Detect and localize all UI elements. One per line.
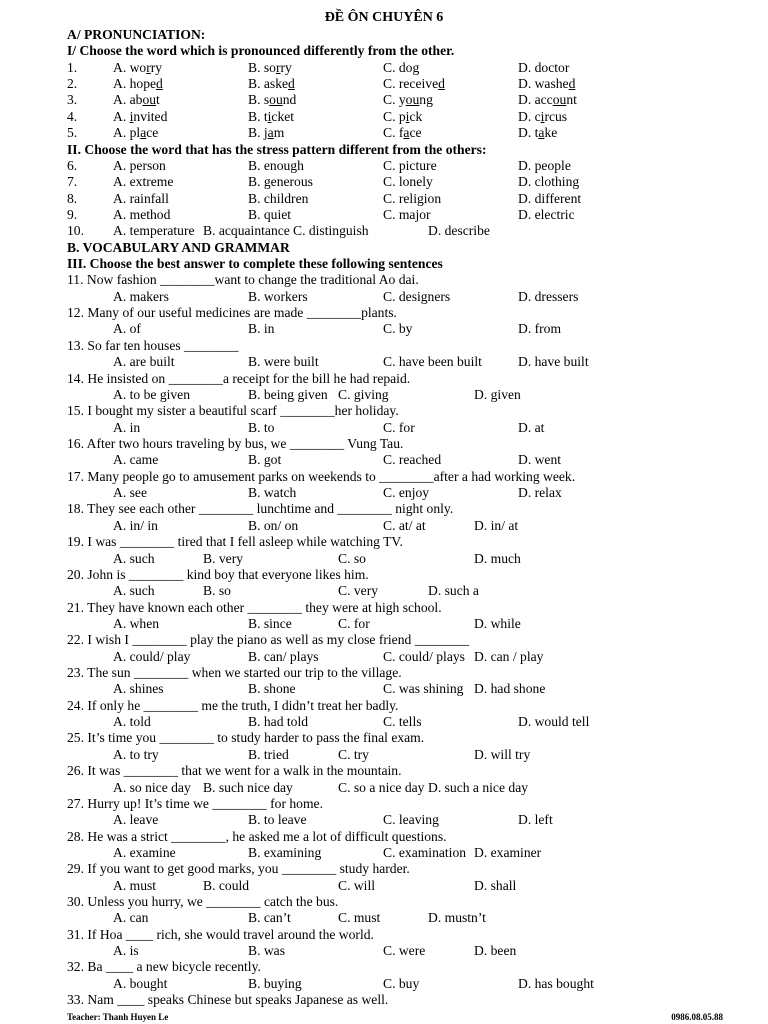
option: C. designers: [383, 288, 451, 304]
question-text: 27. Hurry up! It’s time we ________ for home.: [67, 795, 323, 811]
option: B. shone: [248, 681, 296, 697]
option: [518, 125, 557, 141]
answer-options: [67, 845, 747, 861]
part-heading: I/ Choose the word which is pronounced differently from the other.: [67, 43, 455, 59]
option: [383, 60, 419, 76]
option-prefix: D. washe: [518, 76, 569, 92]
option: B. tried: [248, 746, 289, 762]
option: B. quiet: [248, 206, 292, 222]
option: C. by: [383, 321, 413, 337]
question-row: [67, 92, 747, 108]
underlined-letters: ou: [405, 92, 420, 108]
option: B. examining: [248, 844, 322, 860]
option: [518, 76, 575, 92]
question-row: [67, 158, 747, 174]
option: A. shines: [113, 681, 164, 697]
answer-options: [67, 812, 747, 828]
question-number: 2.: [67, 76, 78, 92]
question-text: 15. I bought my sister a beautiful scarf ________her holiday.: [67, 403, 399, 419]
option: [113, 60, 162, 76]
part-heading: II. Choose the word that has the stress pattern different from the others:: [67, 141, 487, 157]
option: [383, 92, 433, 108]
option: C. major: [383, 206, 431, 222]
option: A. temperature: [113, 223, 195, 239]
question-text: 22. I wish I ________ play the piano as well as my close friend ________: [67, 632, 470, 648]
option: C. for: [383, 419, 415, 435]
question-text: 24. If only he ________ me the truth, I didn’t treat her badly.: [67, 697, 399, 713]
option-prefix: D. doctor: [518, 59, 570, 75]
option: C. giving: [338, 386, 389, 402]
underlined-letters: i: [129, 108, 134, 124]
footer: [67, 1011, 723, 1023]
answer-options: [67, 681, 747, 697]
option: A. makers: [113, 288, 169, 304]
option: B. workers: [248, 288, 308, 304]
option: B. acquaintance: [203, 223, 290, 239]
question-text: 12. Many of our useful medicines are made ________plants.: [67, 305, 397, 321]
answer-options: [67, 387, 747, 403]
option: D. mustn’t: [428, 910, 486, 926]
option: B. to: [248, 419, 275, 435]
question-row: [67, 109, 747, 125]
question-text: 17. Many people go to amusement parks on weekends to ________after a had working week.: [67, 468, 576, 484]
option: A. person: [113, 157, 166, 173]
option: C. at/ at: [383, 517, 426, 533]
question-text: 20. John is ________ kind boy that everyone likes him.: [67, 566, 369, 582]
option: B. can’t: [248, 910, 291, 926]
option: C. lonely: [383, 174, 433, 190]
underlined-letters: a: [140, 125, 147, 141]
option: B. was: [248, 943, 286, 959]
option: C. could/ plays: [383, 648, 465, 664]
option: C. so a nice day: [338, 779, 425, 795]
phone-number: 0986.08.05.88: [671, 1012, 723, 1022]
option: B. such nice day: [203, 779, 293, 795]
option: C. will: [338, 877, 376, 893]
option-prefix: D. acc: [518, 92, 553, 108]
option: C. tells: [383, 714, 422, 730]
option: [113, 109, 167, 125]
option: [383, 76, 445, 92]
option-suffix: ry: [150, 59, 163, 75]
option: B. since: [248, 615, 292, 631]
option: [113, 76, 163, 92]
option: C. examination: [383, 844, 467, 860]
option: B. on/ on: [248, 517, 299, 533]
answer-options: [67, 878, 747, 894]
option: C. enjoy: [383, 485, 430, 501]
option-prefix: B. t: [248, 108, 268, 124]
option-prefix: A.: [113, 108, 130, 124]
section-heading: A/ PRONUNCIATION:: [67, 27, 206, 42]
question-row: [67, 60, 747, 76]
option: D. clothing: [518, 174, 580, 190]
option: C. have been built: [383, 354, 482, 370]
underlined-letters: d: [438, 76, 445, 92]
option: A. are built: [113, 354, 175, 370]
option: D. given: [474, 386, 521, 402]
answer-options: [67, 420, 747, 436]
option: C. leaving: [383, 812, 439, 828]
underlined-letters: i: [405, 108, 410, 124]
underlined-letters: d: [568, 76, 576, 92]
option-prefix: B. j: [248, 125, 268, 141]
option: A. leave: [113, 812, 159, 828]
option-suffix: cket: [271, 108, 295, 124]
option-suffix: ce: [146, 125, 159, 141]
option-suffix: ry: [280, 59, 292, 75]
option: A. in: [113, 419, 141, 435]
answer-options: [67, 910, 747, 926]
question-number: 1.: [67, 59, 78, 75]
option: [383, 125, 422, 141]
question-number: 4.: [67, 108, 78, 124]
option: B. very: [203, 550, 244, 566]
option-prefix: D. c: [518, 108, 541, 124]
answer-options: [67, 452, 747, 468]
option: [248, 109, 294, 125]
option: A. examine: [113, 844, 176, 860]
option: D. dressers: [518, 288, 579, 304]
option: D. such a: [428, 583, 479, 599]
option: [248, 76, 295, 92]
underlined-letters: ou: [552, 92, 567, 108]
option: D. at: [518, 419, 545, 435]
underlined-letters: a: [267, 125, 274, 141]
underlined-letters: a: [538, 125, 545, 141]
question-number: 8.: [67, 190, 78, 206]
option: D. shall: [474, 877, 517, 893]
option: A. to be given: [113, 386, 191, 402]
option: B. enough: [248, 157, 304, 173]
part-heading: III. Choose the best answer to complete these following sentences: [67, 256, 443, 272]
underlined-letters: ou: [142, 92, 157, 108]
option: C. reached: [383, 452, 442, 468]
option: A. in/ in: [113, 517, 158, 533]
option: C. try: [338, 746, 369, 762]
question-text: 21. They have known each other ________ they were at high school.: [67, 599, 442, 615]
option-prefix: A. pl: [113, 125, 141, 141]
option: A. came: [113, 452, 159, 468]
option: A. can: [113, 910, 149, 926]
question-text: 11. Now fashion ________want to change the traditional Ao dai.: [67, 272, 419, 288]
option-suffix: ce: [409, 125, 422, 141]
option-suffix: ck: [409, 108, 423, 124]
option: D. been: [474, 943, 517, 959]
underlined-letters: i: [540, 108, 545, 124]
option: A. of: [113, 321, 141, 337]
option-prefix: C. p: [383, 108, 406, 124]
option: D. electric: [518, 206, 575, 222]
option: B. got: [248, 452, 282, 468]
question-row: [67, 174, 747, 190]
question-text: 32. Ba ____ a new bicycle recently.: [67, 959, 261, 975]
option: D. much: [474, 550, 521, 566]
option: A. bought: [113, 975, 168, 991]
option: D. left: [518, 812, 553, 828]
option-suffix: m: [273, 125, 285, 141]
option: [113, 92, 160, 108]
option: [518, 92, 577, 108]
option: B. generous: [248, 174, 313, 190]
answer-options: [67, 485, 747, 501]
question-text: 23. The sun ________ when we started our trip to the village.: [67, 665, 402, 681]
option-suffix: ng: [419, 92, 433, 108]
option: B. so: [203, 583, 231, 599]
question-text: 19. I was ________ tired that I fell asleep while watching TV.: [67, 534, 403, 550]
page-title: ĐỀ ÔN CHUYÊN 6: [324, 10, 444, 25]
question-text: 14. He insisted on ________a receipt for the bill he had repaid.: [67, 370, 411, 386]
option: A. is: [113, 943, 139, 959]
option-prefix: C. f: [383, 125, 404, 141]
option: A. when: [113, 615, 160, 631]
underlined-letters: r: [146, 59, 151, 75]
option: D. can / play: [474, 648, 544, 664]
question-row: [67, 207, 747, 223]
option: D. from: [518, 321, 562, 337]
question-number: 10.: [67, 223, 84, 239]
question-text: 28. He was a strict ________, he asked me a lot of difficult questions.: [67, 828, 447, 844]
option: D. people: [518, 157, 571, 173]
underlined-letters: d: [156, 76, 163, 92]
option: C. was shining: [383, 681, 464, 697]
option: A. so nice day: [113, 779, 191, 795]
option: B. being given: [248, 386, 328, 402]
option-prefix: D. t: [518, 125, 539, 141]
underlined-letters: i: [267, 108, 272, 124]
section-heading: B. VOCABULARY AND GRAMMAR: [67, 239, 290, 255]
option: B. in: [248, 321, 275, 337]
option-prefix: A. hope: [113, 76, 157, 92]
option: [248, 60, 292, 76]
worksheet-body: [67, 27, 747, 1009]
option: C. religion: [383, 190, 442, 206]
option: D. will try: [474, 746, 531, 762]
option-prefix: A. ab: [113, 92, 143, 108]
option-prefix: C. y: [383, 92, 406, 108]
option: D. would tell: [518, 714, 590, 730]
option: [248, 125, 284, 141]
question-text: 29. If you want to get good marks, you ________ study harder.: [67, 861, 410, 877]
option-suffix: ke: [544, 125, 558, 141]
option: [113, 125, 158, 141]
option: D. had shone: [474, 681, 546, 697]
option: D. in/ at: [474, 517, 519, 533]
underlined-letters: a: [403, 125, 410, 141]
answer-options: [67, 780, 747, 796]
question-row: [67, 76, 747, 92]
option: A. could/ play: [113, 648, 191, 664]
option: D. have built: [518, 354, 589, 370]
question-text: 31. If Hoa ____ rich, she would travel around the world.: [67, 926, 374, 942]
option: B. can/ plays: [248, 648, 319, 664]
option: D. went: [518, 452, 562, 468]
option-prefix: B. so: [248, 59, 276, 75]
option: D. different: [518, 190, 582, 206]
underlined-letters: d: [288, 76, 295, 92]
option: C. picture: [383, 157, 437, 173]
option: D. has bought: [518, 975, 594, 991]
question-number: 5.: [67, 125, 78, 141]
option: D. relax: [518, 485, 562, 501]
question-row: [67, 125, 747, 141]
answer-options: [67, 321, 747, 337]
option: D. examiner: [474, 844, 542, 860]
question-text: 30. Unless you hurry, we ________ catch the bus.: [67, 894, 339, 910]
option-suffix: nt: [566, 92, 577, 108]
answer-options: [67, 943, 747, 959]
option: C. very: [338, 583, 379, 599]
answer-options: [67, 551, 747, 567]
option: C. distinguish: [293, 223, 369, 239]
answer-options: [67, 714, 747, 730]
option: B. buying: [248, 975, 302, 991]
option: D. such a nice day: [428, 779, 529, 795]
option: D. describe: [428, 223, 490, 239]
question-text: 13. So far ten houses ________: [67, 337, 239, 353]
option: B. could: [203, 877, 250, 893]
option: D. while: [474, 615, 521, 631]
option: A. such: [113, 550, 155, 566]
question-row: [67, 191, 747, 207]
option-prefix: A. wo: [113, 59, 147, 75]
answer-options: [67, 616, 747, 632]
option: A. told: [113, 714, 151, 730]
option-prefix: B. aske: [248, 76, 289, 92]
answer-options: [67, 354, 747, 370]
question-text: 26. It was ________ that we went for a walk in the mountain.: [67, 763, 402, 779]
option: A. such: [113, 583, 155, 599]
option: [518, 109, 567, 125]
question-number: 6.: [67, 157, 78, 173]
question-number: 9.: [67, 206, 78, 222]
option-prefix: B. s: [248, 92, 270, 108]
option: C. must: [338, 910, 381, 926]
option: C. so: [338, 550, 366, 566]
underlined-letters: ou: [269, 92, 283, 108]
option-suffix: t: [156, 92, 160, 108]
option: [248, 92, 296, 108]
option-suffix: nvited: [133, 108, 168, 124]
option: A. method: [113, 206, 171, 222]
answer-options: [67, 747, 747, 763]
option: A. must: [113, 877, 157, 893]
answer-options: [67, 583, 747, 599]
underlined-letters: r: [275, 59, 281, 75]
option: B. had told: [248, 714, 309, 730]
option: B. children: [248, 190, 309, 206]
teacher-name: Teacher: Thanh Huyen Le: [67, 1012, 169, 1022]
option: A. see: [113, 485, 147, 501]
option: A. to try: [113, 746, 159, 762]
question-row: [67, 223, 747, 239]
question-text: 16. After two hours traveling by bus, we ________ Vung Tau.: [67, 435, 404, 451]
question-text: 33. Nam ____ speaks Chinese but speaks Japanese as well.: [67, 992, 389, 1008]
option: C. were: [383, 943, 426, 959]
option: A. rainfall: [113, 190, 169, 206]
option-prefix: C. dog: [383, 59, 420, 75]
option: [383, 109, 422, 125]
option: B. were built: [248, 354, 319, 370]
question-text: 25. It’s time you ________ to study harder to pass the final exam.: [67, 730, 425, 746]
option: C. for: [338, 615, 370, 631]
answer-options: [67, 518, 747, 534]
option-suffix: rcus: [544, 108, 568, 124]
option: [518, 60, 569, 76]
question-text: 18. They see each other ________ lunchtime and ________ night only.: [67, 501, 454, 517]
option-prefix: C. receive: [383, 76, 439, 92]
answer-options: [67, 289, 747, 305]
option: C. buy: [383, 975, 420, 991]
answer-options: [67, 976, 747, 992]
option: B. watch: [248, 485, 297, 501]
question-number: 7.: [67, 174, 78, 190]
option: B. to leave: [248, 812, 307, 828]
option: A. extreme: [113, 174, 174, 190]
answer-options: [67, 649, 747, 665]
option-suffix: nd: [282, 92, 297, 108]
question-number: 3.: [67, 92, 78, 108]
